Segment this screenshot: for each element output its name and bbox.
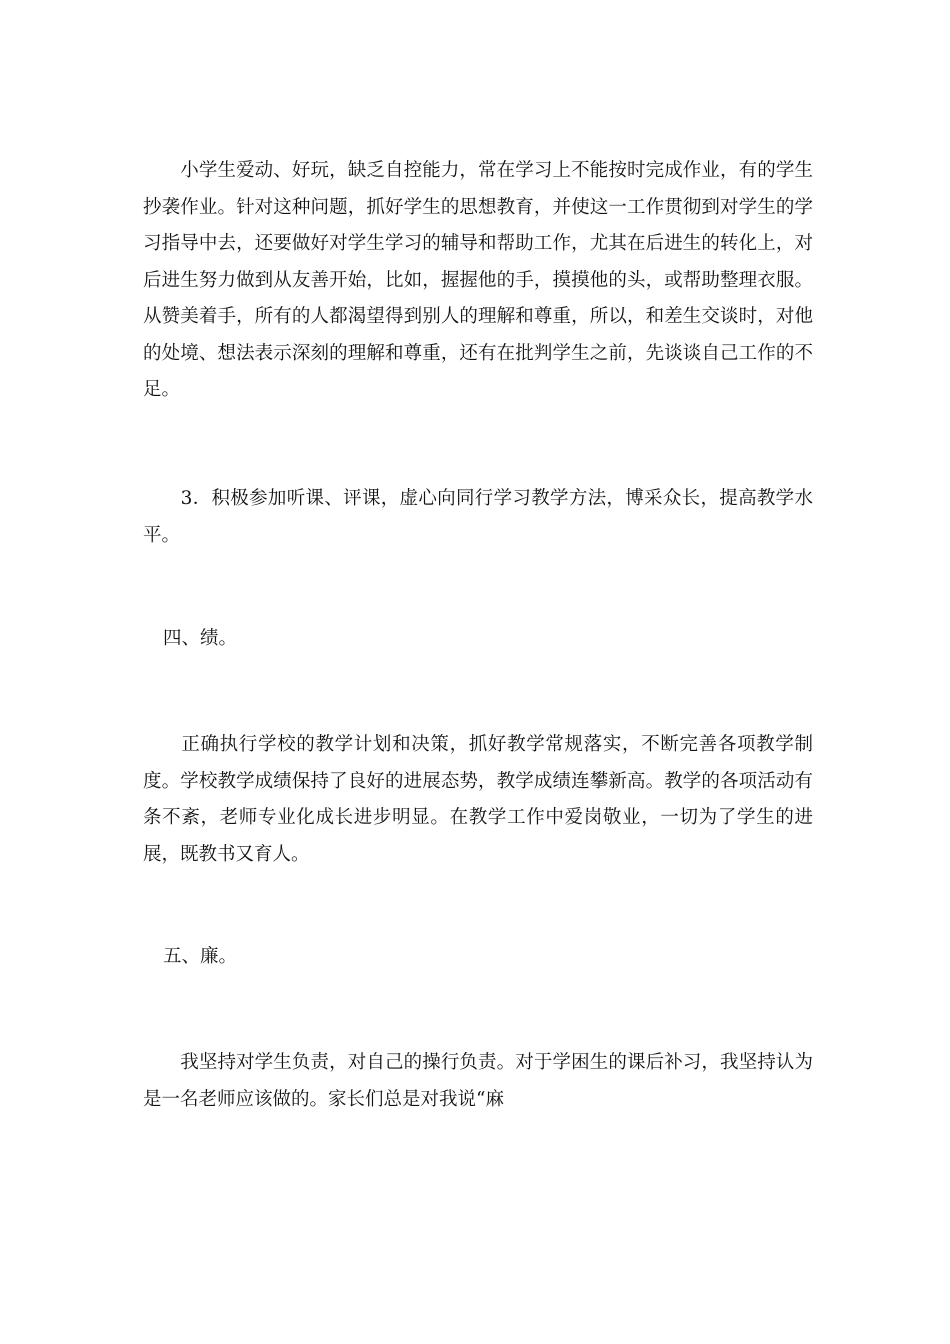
paragraph-student-guidance: 小学生爱动、好玩，缺乏自控能力，常在学习上不能按时完成作业，有的学生抄袭作业。针对这种问题，抓好学生的思想教育，并使这一工作贯彻到对学生的学习指导中去，还要做好对学生学习的辅导和帮助工作，尤其在后进生的转化上，对后进生努力做到从友善开始，比如，握握他的手，摸摸他的头，或帮助整理衣服。从赞美着手，所有的人都渴望得到别人的理解和尊重，所以，和差生交谈时，对他的处境、想法表示深刻的理解和尊重，还有在批判学生之前，先谈谈自己工作的不足。 xyxy=(143,160,813,400)
section-heading-achievement: 四、绩。 xyxy=(163,628,238,649)
paragraph-responsibility: 我坚持对学生负责，对自己的操行负责。对于学困生的课后补习，我坚持认为是一名老师应该做的。家长们总是对我说“麻 xyxy=(143,1052,813,1110)
paragraph-teaching-results: 正确执行学校的教学计划和决策，抓好教学常规落实，不断完善各项教学制度。学校教学成绩保持了良好的进展态势，教学成绩连攀新高。教学的各项活动有条不紊，老师专业化成长进步明显。在教学工作中爱岗敬业，一切为了学生的进展，既教书又育人。 xyxy=(143,734,813,865)
section-heading-integrity: 五、廉。 xyxy=(163,946,238,967)
paragraph-lesson-observation: 3．积极参加听课、评课，虚心向同行学习教学方法，博采众长，提高教学水平。 xyxy=(143,488,813,546)
